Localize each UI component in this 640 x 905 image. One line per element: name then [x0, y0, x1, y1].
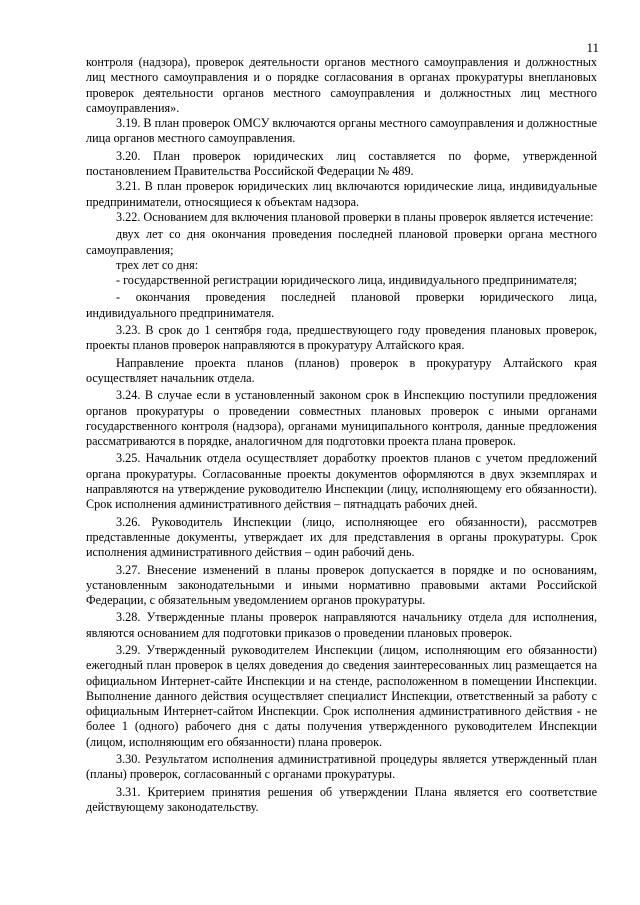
paragraph-3-23: 3.23. В срок до 1 сентября года, предшествующего году проведения плановых проверок, проекты планов проверок направляются в прокуратуру Алтайского края.: [86, 323, 597, 353]
paragraph-3-20: 3.20. План проверок юридических лиц составляется по форме, утвержденной постановлением Правительства Российской Федерации № 489.: [86, 148, 597, 179]
paragraph-3-24: 3.24. В случае если в установленный законом срок в Инспекцию поступили предложения органов прокуратуры о проведении совместных плановых проверок с иными органами государственного контроля (надзора), органами муниципального контроля, данные предложения рассматриваются в порядке, аналогичном для подготовки проекта плана проверок.: [86, 388, 597, 449]
paragraph-plan-submission: Направление проекта планов (планов) проверок в прокуратуру Алтайского края осуществляет начальник отдела.: [86, 355, 597, 385]
page-number: 11: [586, 40, 599, 55]
paragraph-3-27: 3.27. Внесение изменений в планы проверок допускается в порядке и по основаниям, установленным законодательными и иными нормативно правовыми актами Российской Федерации, с обязательным уведомлением органов прокуратуры.: [86, 562, 597, 608]
paragraph-3-31: 3.31. Критерием принятия решения об утверждении Плана является его соответствие действующему законодательству.: [86, 784, 597, 814]
paragraph-3-26: 3.26. Руководитель Инспекции (лицо, исполняющее его обязанности), рассмотрев представленные документы, утверждает их для представления в органы прокуратуры. Срок исполнения административного действия – один рабочий день.: [86, 514, 597, 560]
paragraph-3-22: 3.22. Основанием для включения плановой проверки в планы проверок является истечение:: [116, 209, 594, 224]
list-item-registration: - государственной регистрации юридического лица, индивидуального предпринимателя;: [116, 273, 578, 288]
paragraph-3-29: 3.29. Утвержденный руководителем Инспекции (лицом, исполняющим его обязанности) ежегодный план проверок в целях доведения до сведения заинтересованных лиц размещается на официальном Интернет-сайте Инспекции и на стенде, расположенном в помещении Инспекции. Выполнение данного действия осуществляет специалист Инспекции, ответственный за работу с официальным Интернет-сайтом Инспекции. Срок исполнения административного действия - не более 1 (одного) рабочего дня с даты получения утвержденного руководителем Инспекции (лицом, исполняющим его обязанности) плана проверок.: [86, 642, 597, 749]
paragraph-3-25: 3.25. Начальник отдела осуществляет доработку проектов планов с учетом предложений органа прокуратуры. Согласованные проекты документов оформляются в двух экземплярах и направляются на утверждение руководителю Инспекции (лицу, исполняющему его обязанности). Срок исполнения административного действия – пятнадцать рабочих дней.: [86, 451, 597, 512]
paragraph-3-28: 3.28. Утвержденные планы проверок направляются начальнику отдела для исполнения, являются основанием для подготовки приказов о проведении плановых проверок.: [86, 610, 597, 640]
document-body: [86, 55, 597, 815]
paragraph-two-years: двух лет со дня окончания проведения последней плановой проверки органа местного самоуправления;: [86, 227, 597, 257]
paragraph-3-30: 3.30. Результатом исполнения административной процедуры является утвержденный план (планы) проверок, согласованный с органами прокуратуры.: [86, 752, 597, 782]
paragraph-3-21: 3.21. В план проверок юридических лиц включаются юридические лица, индивидуальные предприниматели, относящиеся к объектам надзора.: [86, 179, 597, 209]
paragraph-three-years: трех лет со дня:: [116, 257, 199, 272]
list-item-last-inspection: - окончания проведения последней плановой проверки юридического лица, индивидуального предпринимателя.: [86, 290, 597, 320]
paragraph-continuation: контроля (надзора), проверок деятельности органов местного самоуправления и должностных лиц местного самоуправления и о порядке согласования в органах прокуратуры внеплановых проверок деятельности органов местного самоуправления и должностных лиц местного самоуправления».: [86, 55, 597, 115]
paragraph-3-19: 3.19. В план проверок ОМСУ включаются органы местного самоуправления и должностные лица органов местного самоуправления.: [86, 116, 597, 146]
